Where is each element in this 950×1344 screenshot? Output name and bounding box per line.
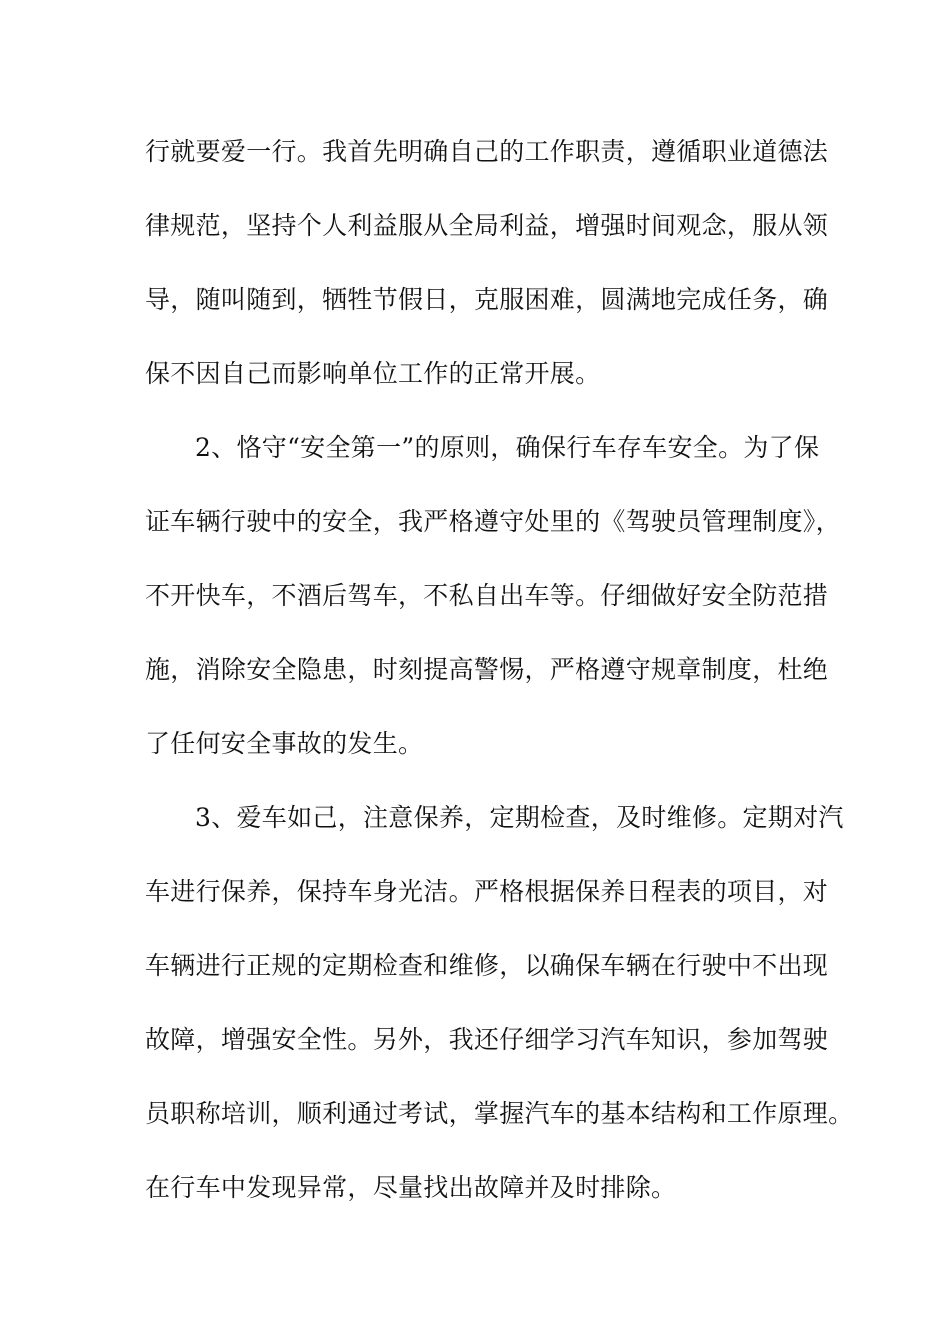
- text-line-7: 不开快车，不酒后驾车，不私自出车等。仔细做好安全防范措: [145, 581, 829, 610]
- text-line-3: 导，随叫随到，牺牲节假日，克服困难，圆满地完成任务，确: [145, 285, 829, 314]
- text-line-14: 员职称培训，顺利通过考试，掌握汽车的基本结构和工作原理。: [145, 1099, 854, 1128]
- text-line-8: 施，消除安全隐患，时刻提高警惕，严格遵守规章制度，杜绝: [145, 655, 829, 684]
- text-line-4: 保不因自己而影响单位工作的正常开展。: [145, 359, 601, 388]
- text-line-6: 证车辆行驶中的安全，我严格遵守处里的《驾驶员管理制度》，: [145, 507, 841, 536]
- text-line-15: 在行车中发现异常，尽量找出故障并及时排除。: [145, 1173, 677, 1202]
- text-line-10: 3、爱车如己，注意保养，定期检查，及时维修。定期对汽: [195, 803, 844, 832]
- text-line-1: 行就要爱一行。我首先明确自己的工作职责，遵循职业道德法: [145, 137, 829, 166]
- text-line-2: 律规范，坚持个人利益服从全局利益，增强时间观念，服从领: [145, 211, 829, 240]
- text-line-11: 车进行保养，保持车身光洁。严格根据保养日程表的项目，对: [145, 877, 829, 906]
- text-line-5: 2、恪守“安全第一”的原则，确保行车存车安全。为了保: [195, 433, 820, 462]
- text-line-9: 了任何安全事故的发生。: [145, 729, 424, 758]
- text-line-13: 故障，增强安全性。另外，我还仔细学习汽车知识，参加驾驶: [145, 1025, 829, 1054]
- text-line-12: 车辆进行正规的定期检查和维修，以确保车辆在行驶中不出现: [145, 951, 829, 980]
